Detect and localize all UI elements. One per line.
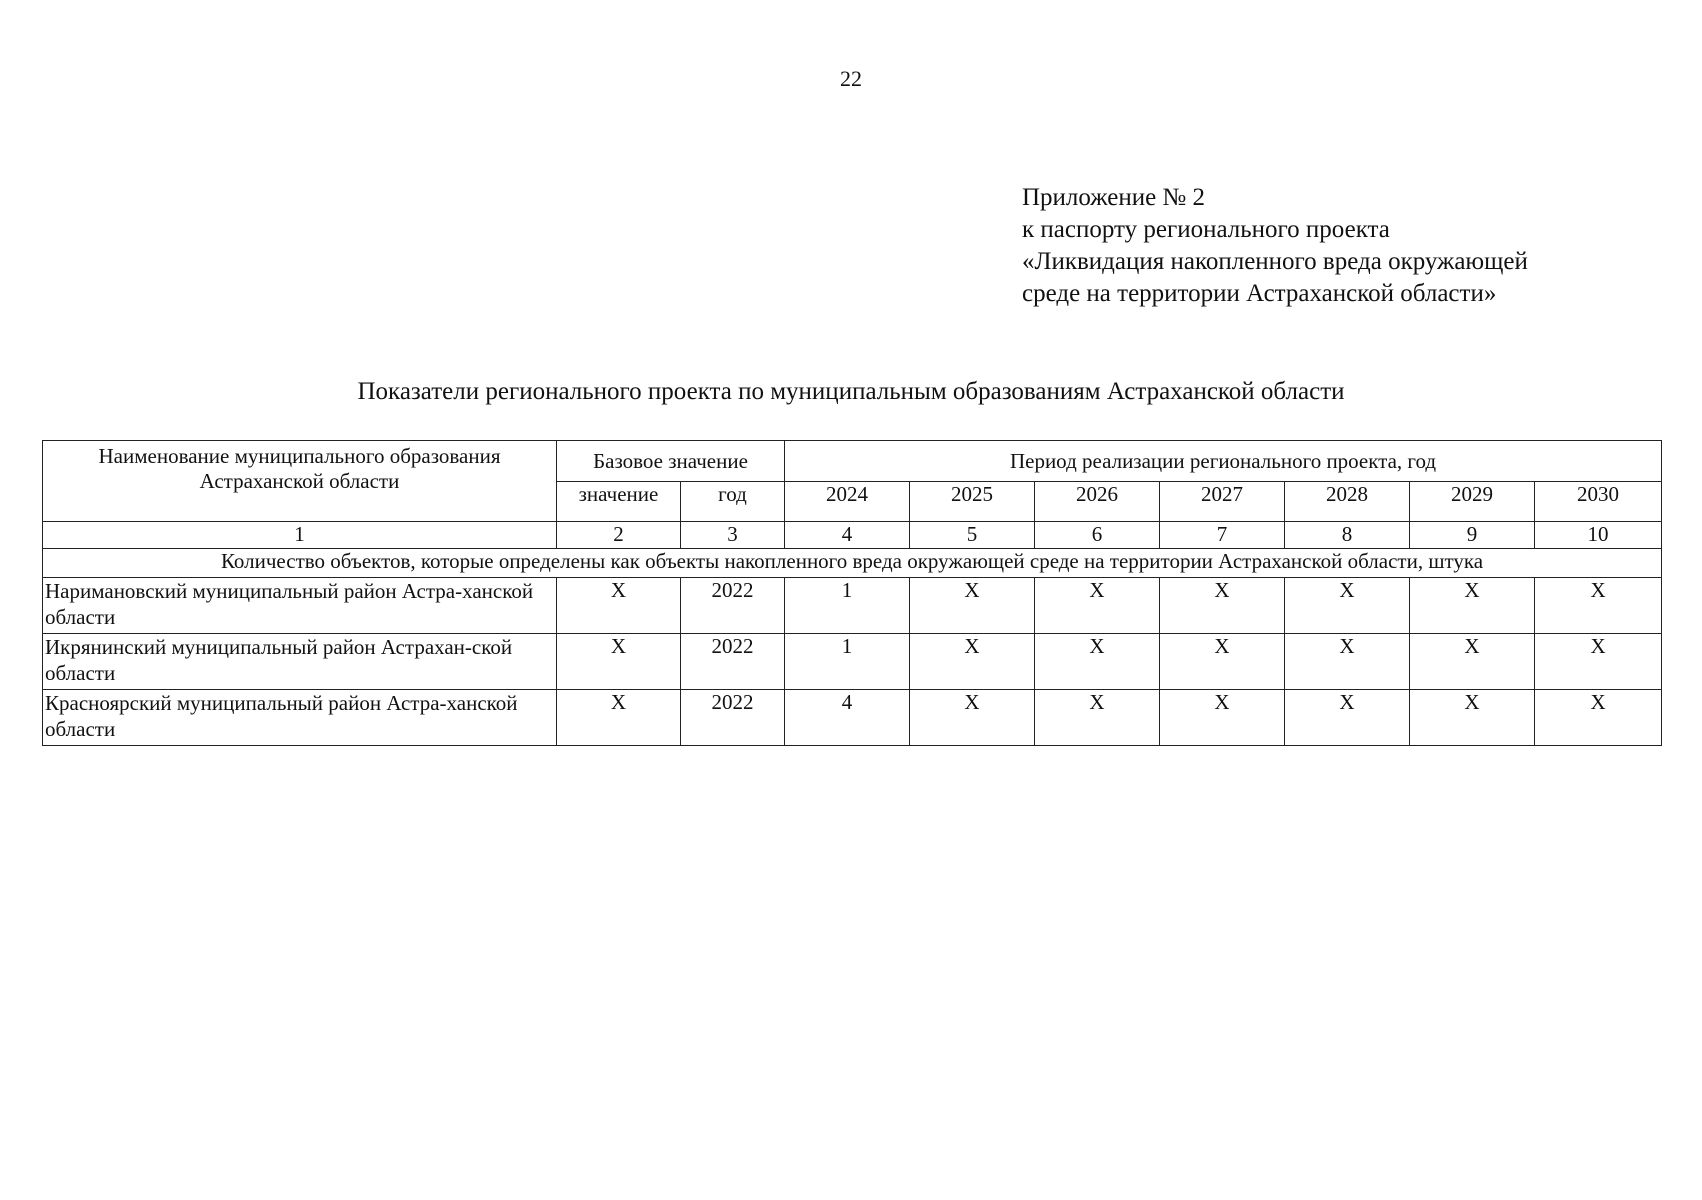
header-period-group: Период реализации регионального проекта, год <box>785 441 1662 482</box>
header-base-year: год <box>681 482 785 522</box>
header-name-column: Наименование муниципального образования Астраханской области <box>43 441 557 522</box>
year-value-cell: X <box>910 690 1035 746</box>
municipality-name: Красноярский муниципальный район Астра-ханской области <box>43 690 557 746</box>
year-value-cell: X <box>910 578 1035 634</box>
header-base-group: Базовое значение <box>557 441 785 482</box>
page-number: 22 <box>840 66 862 91</box>
year-value-cell: X <box>1410 690 1535 746</box>
year-value-cell: X <box>1035 634 1160 690</box>
year-value-cell: X <box>1285 578 1410 634</box>
header-year: 2025 <box>910 482 1035 522</box>
year-value-cell: X <box>1160 634 1285 690</box>
column-number: 7 <box>1160 522 1285 549</box>
year-value-cell: X <box>1535 690 1662 746</box>
base-value-cell: X <box>557 690 681 746</box>
column-number: 6 <box>1035 522 1160 549</box>
column-number: 2 <box>557 522 681 549</box>
column-number-row <box>43 522 1662 549</box>
column-number: 5 <box>910 522 1035 549</box>
table-row <box>43 634 1662 690</box>
table-row <box>43 578 1662 634</box>
header-base-value: значение <box>557 482 681 522</box>
appendix-line: к паспорту регионального проекта <box>1022 216 1390 243</box>
municipality-name: Икрянинский муниципальный район Астрахан-ской области <box>43 634 557 690</box>
table-row <box>43 690 1662 746</box>
year-value-cell: X <box>1160 690 1285 746</box>
base-year-cell: 2022 <box>681 634 785 690</box>
base-year-cell: 2022 <box>681 690 785 746</box>
year-value-cell: X <box>1035 690 1160 746</box>
header-year: 2029 <box>1410 482 1535 522</box>
year-value-cell: X <box>1160 578 1285 634</box>
header-year: 2028 <box>1285 482 1410 522</box>
year-value-cell: X <box>1035 578 1160 634</box>
year-value-cell: X <box>1285 690 1410 746</box>
year-value-cell: X <box>1285 634 1410 690</box>
year-value-cell: 1 <box>785 578 910 634</box>
table-title: Показатели регионального проекта по муниципальным образованиям Астраханской области <box>357 378 1345 405</box>
header-year: 2024 <box>785 482 910 522</box>
base-value-cell: X <box>557 578 681 634</box>
year-value-cell: X <box>1535 634 1662 690</box>
header-year: 2030 <box>1535 482 1662 522</box>
section-heading: Количество объектов, которые определены как объекты накопленного вреда окружающей среде на территории Астраханской области, штука <box>43 549 1662 578</box>
year-value-cell: X <box>1410 578 1535 634</box>
base-year-cell: 2022 <box>681 578 785 634</box>
header-year: 2026 <box>1035 482 1160 522</box>
appendix-note <box>1022 182 1528 310</box>
year-value-cell: 1 <box>785 634 910 690</box>
appendix-line: Приложение № 2 <box>1022 184 1206 211</box>
year-value-cell: X <box>1410 634 1535 690</box>
year-value-cell: X <box>1535 578 1662 634</box>
year-value-cell: X <box>910 634 1035 690</box>
column-number: 1 <box>43 522 557 549</box>
appendix-line: «Ликвидация накопленного вреда окружающей <box>1022 248 1528 275</box>
column-number: 8 <box>1285 522 1410 549</box>
column-number: 9 <box>1410 522 1535 549</box>
column-number: 10 <box>1535 522 1662 549</box>
appendix-line: среде на территории Астраханской области» <box>1022 280 1497 307</box>
municipality-name: Наримановский муниципальный район Астра-ханской области <box>43 578 557 634</box>
column-number: 3 <box>681 522 785 549</box>
year-value-cell: 4 <box>785 690 910 746</box>
header-year: 2027 <box>1160 482 1285 522</box>
indicators-table <box>42 440 1662 746</box>
base-value-cell: X <box>557 634 681 690</box>
column-number: 4 <box>785 522 910 549</box>
